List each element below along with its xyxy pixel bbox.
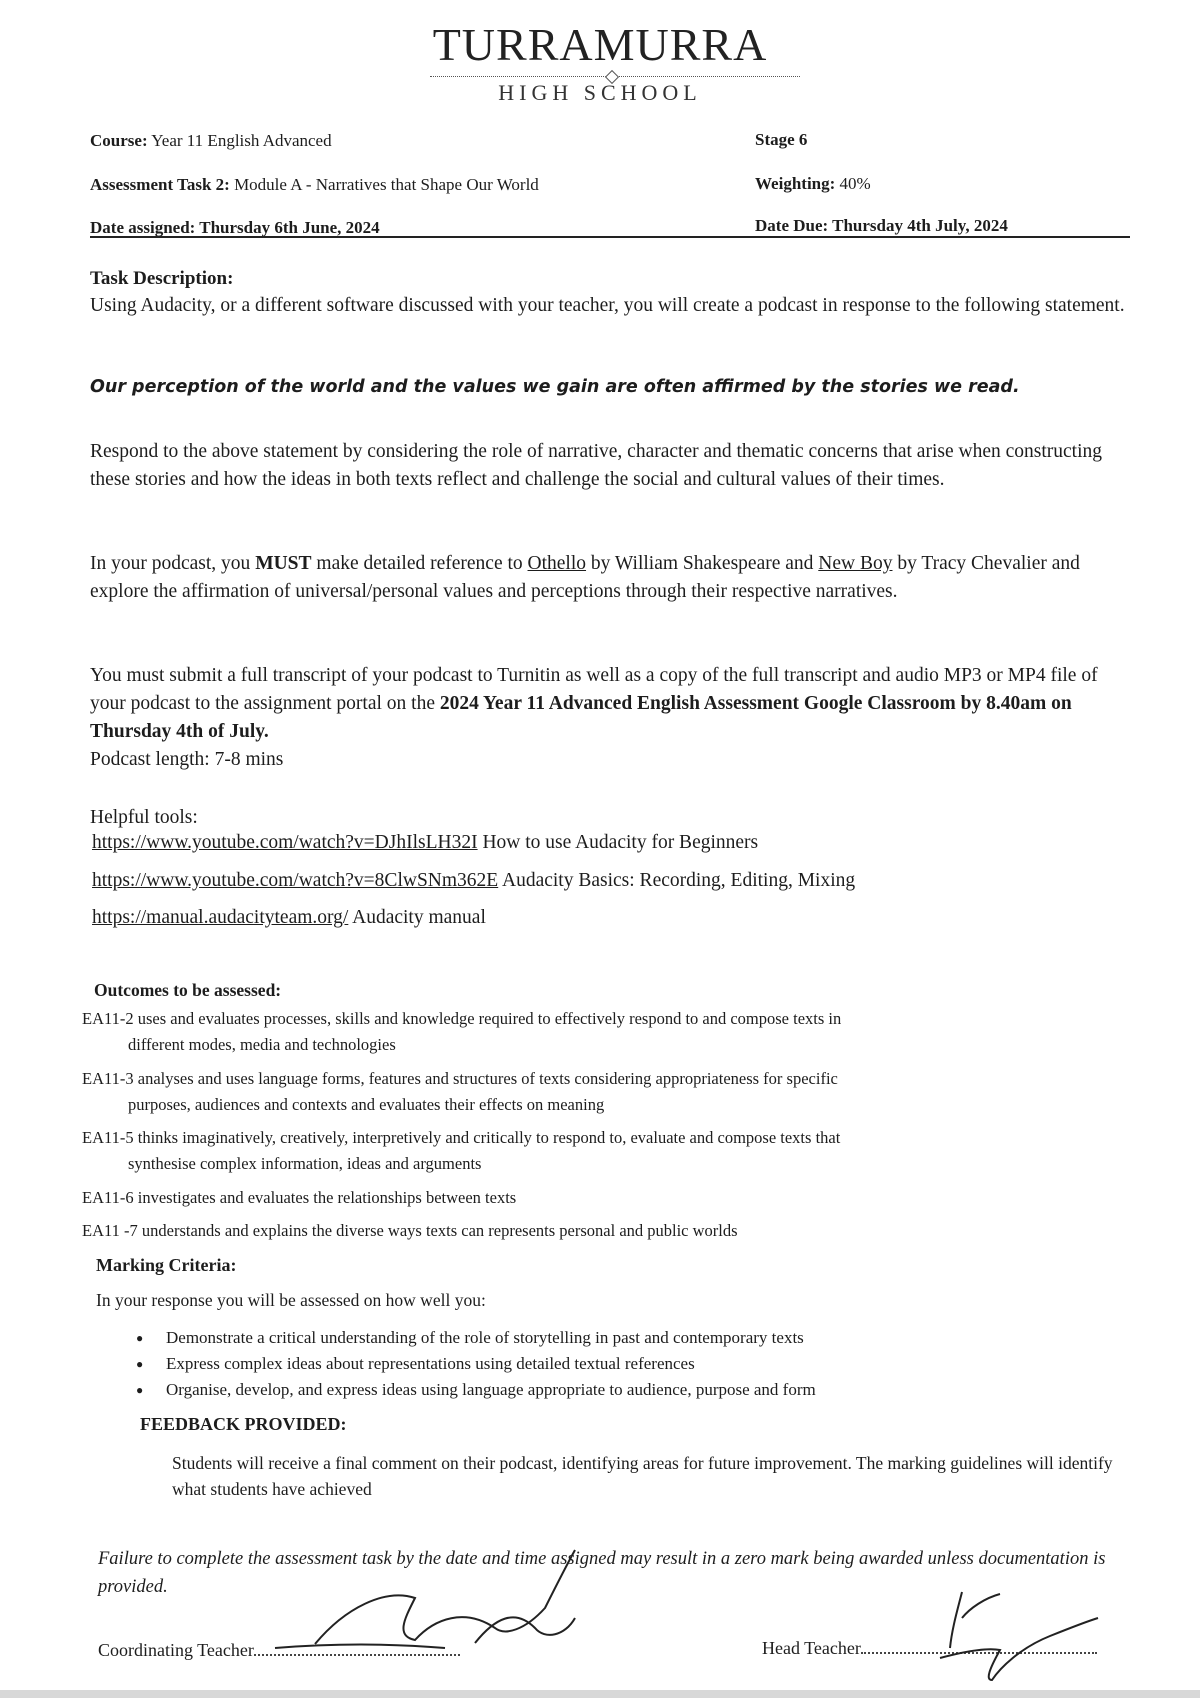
submission-paragraph bbox=[90, 662, 1130, 746]
tool-link[interactable]: https://manual.audacityteam.org/ bbox=[92, 907, 349, 928]
task-heading: Task Description: bbox=[90, 268, 234, 289]
text-othello: Othello bbox=[527, 553, 587, 574]
p3-part-a: You must submit a full transcript of your podcast to Turnitin as well as a copy of the full transcript and audio MP3 or MP4 file of your podcast to the assignment portal on the bbox=[90, 665, 1098, 714]
tool-desc: How to use Audacity for Beginners bbox=[477, 832, 759, 853]
tool-desc: Audacity Basics: Recording, Editing, Mixing bbox=[498, 870, 856, 891]
coordinating-teacher-label: Coordinating Teacher bbox=[98, 1640, 254, 1660]
outcome-text: EA11-5 thinks imaginatively, creatively, interpretively and critically to respond to, evaluate and compose texts that bbox=[82, 1128, 841, 1147]
marking-intro: In your response you will be assessed on how well you: bbox=[96, 1290, 486, 1310]
tool-desc: Audacity manual bbox=[348, 907, 486, 928]
text-new-boy: New Boy bbox=[818, 553, 893, 574]
coordinating-signature bbox=[265, 1548, 595, 1668]
head-teacher-label: Head Teacher bbox=[762, 1638, 861, 1658]
outcome-text: EA11-3 analyses and uses language forms, features and structures of texts considering appropriateness for specific bbox=[82, 1069, 838, 1088]
task-statement: Our perception of the world and the values we gain are often affirmed by the stories we read. bbox=[90, 377, 1020, 397]
school-name: TURRAMURRA bbox=[432, 19, 768, 70]
scan-edge bbox=[0, 1690, 1200, 1698]
late-warning: Failure to complete the assessment task by the date and time assigned may result in a zero mark being awarded unless documentation is provided. bbox=[98, 1549, 1106, 1597]
outcome-item bbox=[82, 1006, 1132, 1058]
podcast-length: Podcast length: 7-8 mins bbox=[90, 749, 284, 770]
school-subtitle: HIGH SCHOOL bbox=[498, 80, 702, 105]
tool-item bbox=[92, 870, 855, 892]
p2-part-c: by William Shakespeare and bbox=[586, 553, 819, 574]
date-due: Date Due: Thursday 4th July, 2024 bbox=[755, 216, 1008, 235]
tool-link[interactable]: https://www.youtube.com/watch?v=DJhIlsLH32I bbox=[92, 832, 478, 853]
criteria-bullet: ● Demonstrate a critical understanding of the role of storytelling in past and contemporary texts bbox=[166, 1328, 804, 1348]
task-intro: Using Audacity, or a different software discussed with your teacher, you will create a podcast in response to the following statement. bbox=[90, 295, 1125, 316]
course-line bbox=[90, 131, 332, 151]
outcome-item bbox=[82, 1185, 1132, 1211]
tool-item bbox=[92, 907, 486, 929]
course-label: Course: bbox=[90, 131, 148, 150]
feedback-heading: FEEDBACK PROVIDED: bbox=[140, 1414, 347, 1434]
tool-item bbox=[92, 832, 758, 854]
outcome-item bbox=[82, 1125, 1132, 1177]
tool-link[interactable]: https://www.youtube.com/watch?v=8ClwSNm362E bbox=[92, 870, 499, 891]
outcome-item bbox=[82, 1218, 1132, 1244]
respond-paragraph: Respond to the above statement by considering the role of narrative, character and thematic concerns that arise when constructing these stories and how the ideas in both texts reflect and challenge the social and cultural values of their times. bbox=[90, 441, 1103, 490]
p3-deadline: 2024 Year 11 Advanced English Assessment Google Classroom by 8.40am on Thursday 4th of July. bbox=[90, 693, 1072, 742]
outcome-text: EA11-2 uses and evaluates processes, skills and knowledge required to effectively respond to and compose texts in bbox=[82, 1009, 842, 1028]
stage-label: Stage 6 bbox=[755, 130, 808, 149]
course-value: Year 11 English Advanced bbox=[151, 131, 332, 150]
task-value: Module A - Narratives that Shape Our World bbox=[234, 175, 539, 194]
task-label: Assessment Task 2: bbox=[90, 175, 230, 194]
p2-part-b: make detailed reference to bbox=[311, 553, 528, 574]
outcome-continuation: different modes, media and technologies bbox=[128, 1035, 396, 1054]
tools-heading: Helpful tools: bbox=[90, 807, 198, 828]
weighting-line bbox=[755, 174, 871, 194]
weighting-value: 40% bbox=[839, 174, 871, 193]
reference-paragraph bbox=[90, 550, 1130, 606]
outcome-continuation: purposes, audiences and contexts and evaluates their effects on meaning bbox=[128, 1095, 605, 1114]
weighting-label: Weighting: bbox=[755, 174, 836, 193]
p2-part-a: In your podcast, you bbox=[90, 553, 256, 574]
task-line bbox=[90, 175, 539, 195]
feedback-text: Students will receive a final comment on their podcast, identifying areas for future improvement. The marking guidelines will identify what students have achieved bbox=[172, 1453, 1113, 1499]
criteria-bullet: ● Organise, develop, and express ideas using language appropriate to audience, purpose and form bbox=[166, 1380, 816, 1400]
must-emphasis: MUST bbox=[255, 553, 312, 574]
head-teacher-signature bbox=[930, 1588, 1100, 1684]
outcome-text: EA11 -7 understands and explains the diverse ways texts can represents personal and public worlds bbox=[82, 1221, 738, 1240]
marking-heading: Marking Criteria: bbox=[96, 1255, 237, 1275]
outcome-continuation: synthesise complex information, ideas and arguments bbox=[128, 1154, 482, 1173]
header-divider bbox=[90, 236, 1130, 238]
outcomes-heading: Outcomes to be assessed: bbox=[94, 980, 282, 1000]
outcome-item bbox=[82, 1066, 1132, 1118]
outcome-text: EA11-6 investigates and evaluates the relationships between texts bbox=[82, 1188, 517, 1207]
p2-part-d: by Tracy Chevalier and explore the affirmation of universal/personal values and perceptions through their respective narratives. bbox=[90, 553, 1080, 602]
criteria-bullet: ● Express complex ideas about representations using detailed textual references bbox=[166, 1354, 695, 1374]
date-assigned: Date assigned: Thursday 6th June, 2024 bbox=[90, 218, 380, 237]
